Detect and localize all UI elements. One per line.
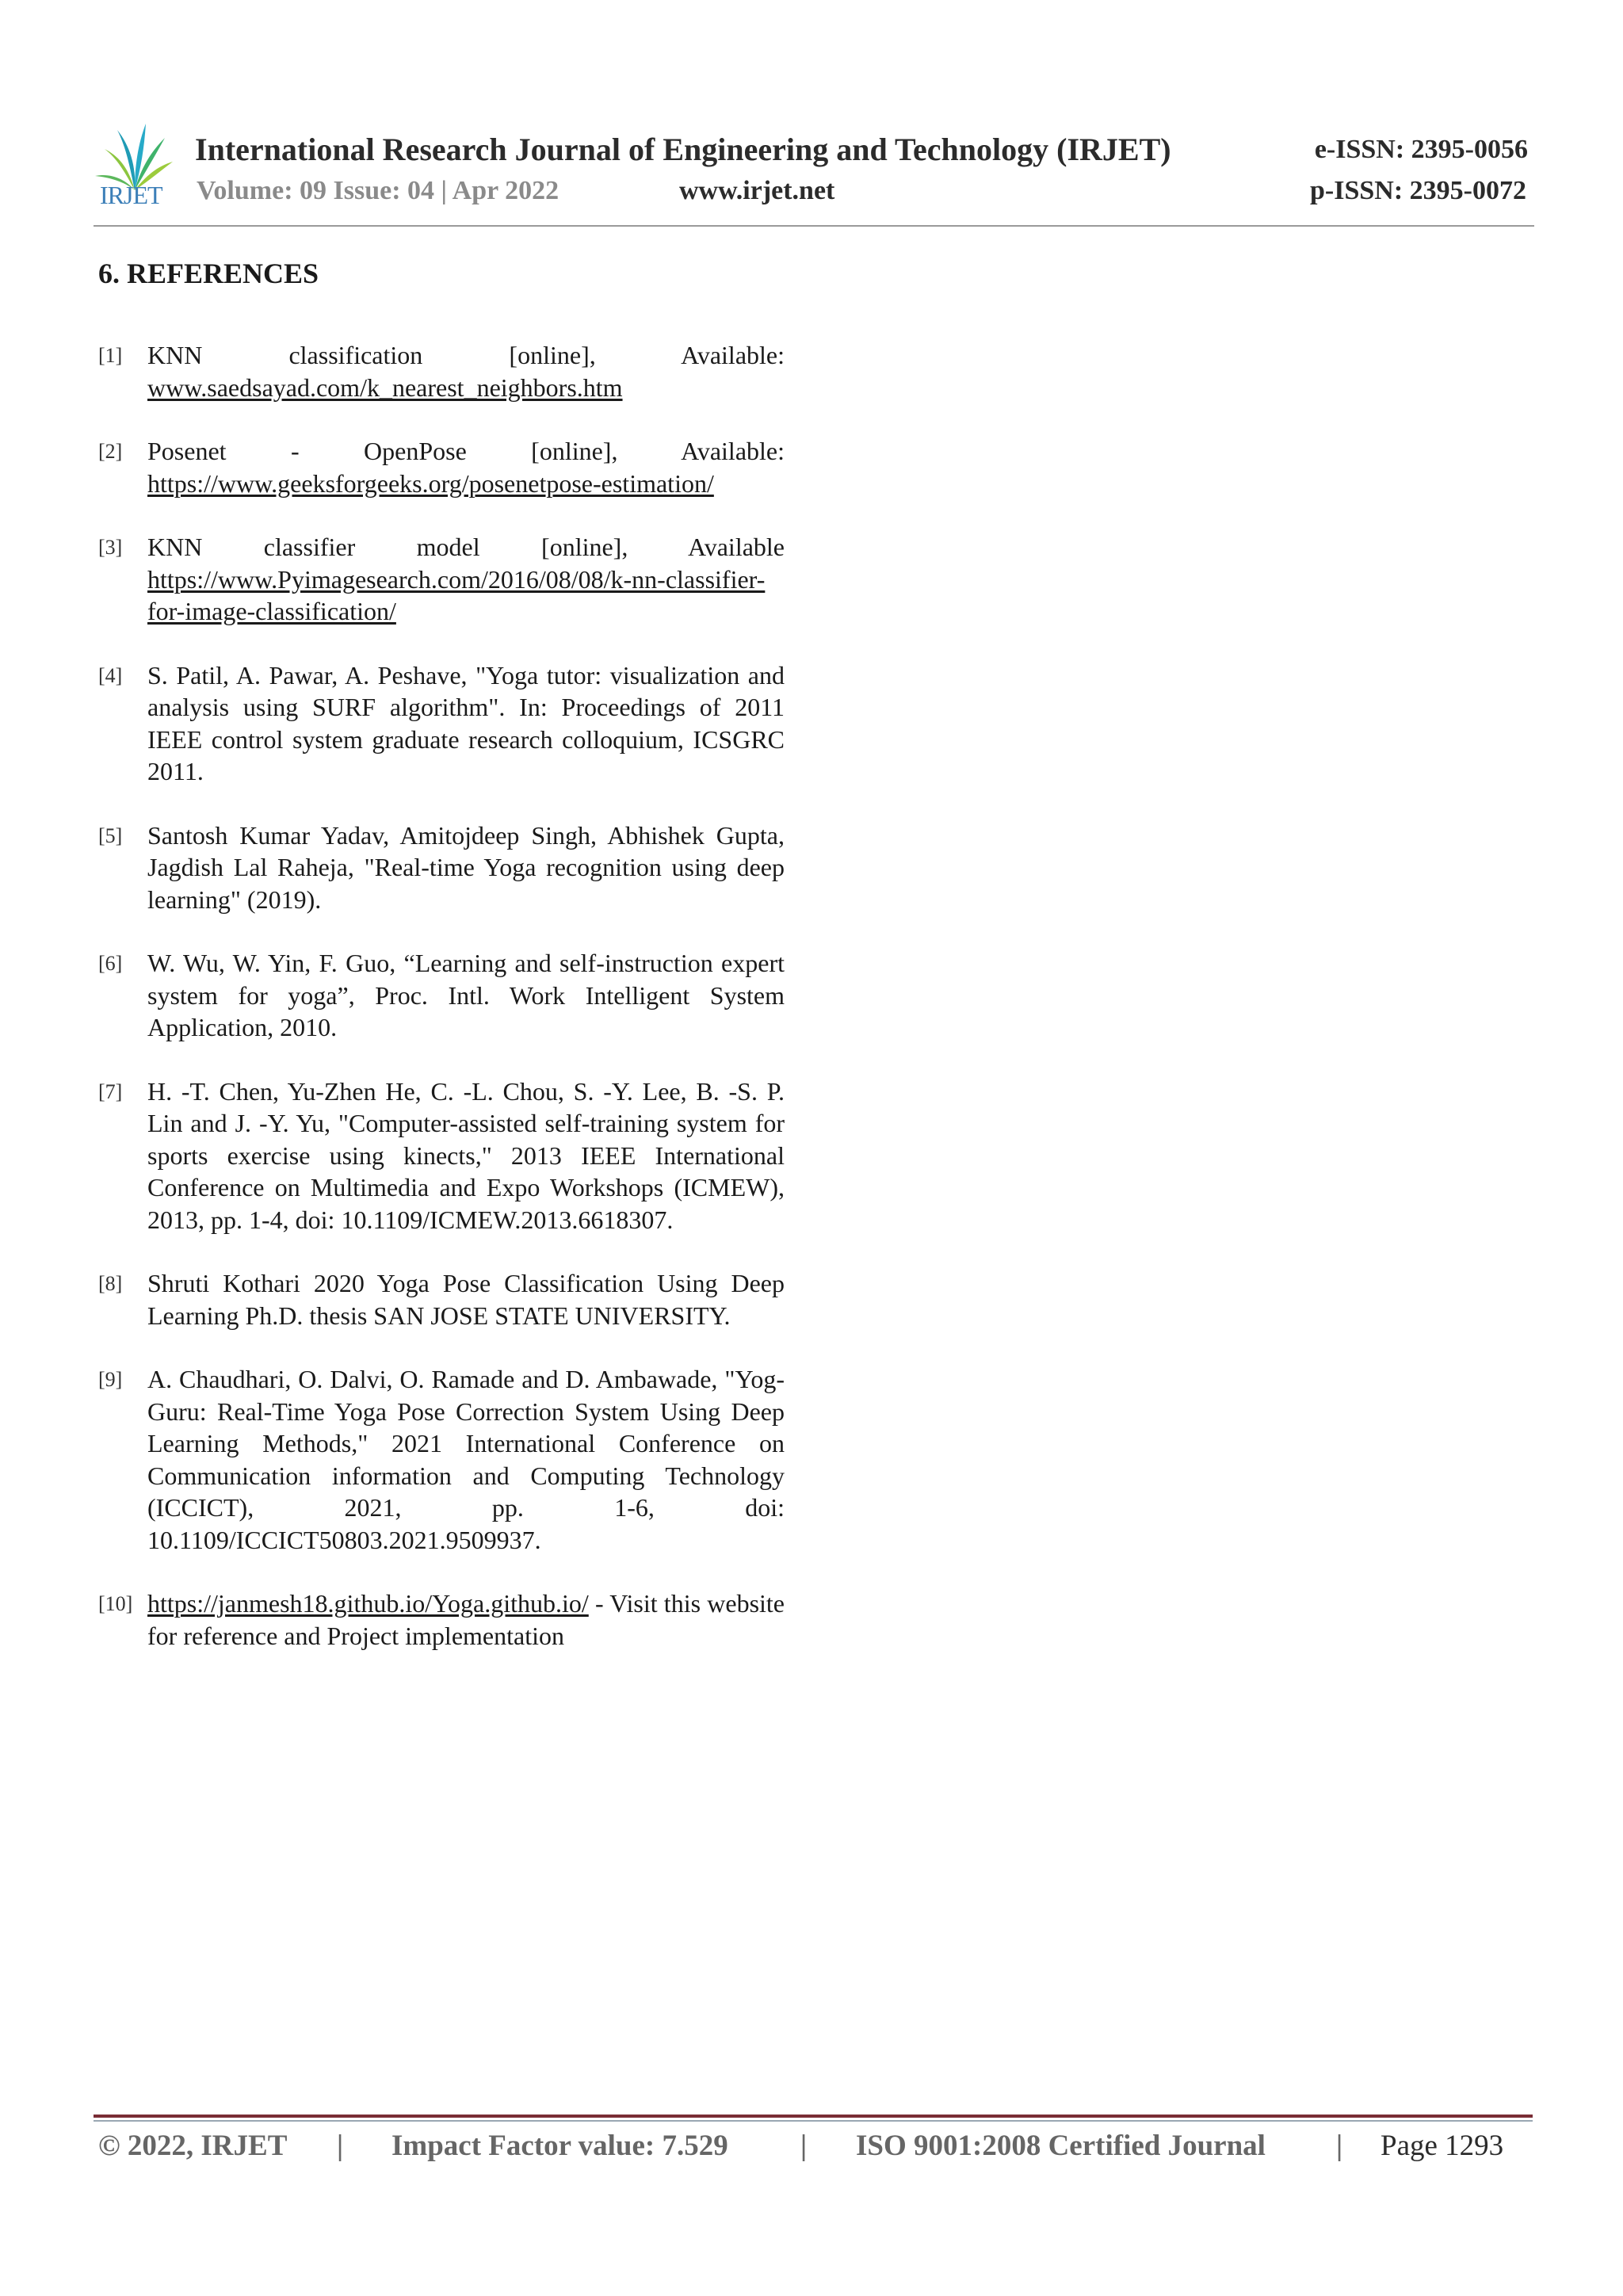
- footer-separator: |: [800, 2130, 808, 2162]
- reference-link[interactable]: https://www.Pyimagesearch.com/2016/08/08/k-nn-classifier-for-image-classification/: [147, 564, 766, 625]
- journal-website-link[interactable]: www.irjet.net: [679, 176, 835, 205]
- reference-link[interactable]: https://www.geeksforgeeks.org/posenetpose-estimation/: [147, 468, 714, 498]
- reference-text: S. Patil, A. Pawar, A. Peshave, "Yoga tutor: visualization and analysis using SURF algorithm". In: Proceedings of 2011 IEEE control system graduate research colloquium, ICSGRC 2011.: [147, 660, 785, 785]
- eissn: e-ISSN: 2395-0056: [1314, 135, 1528, 164]
- reference-item: [98, 947, 785, 1044]
- reference-number: [10]: [98, 1592, 133, 1615]
- page-number: Page 1293: [1381, 2130, 1504, 2162]
- footer-impact-factor: Impact Factor value: 7.529: [391, 2130, 728, 2162]
- footer-divider-secondary: [94, 2120, 1533, 2122]
- reference-number: [2]: [98, 440, 123, 463]
- journal-title: International Research Journal of Engineering and Technology (IRJET): [195, 132, 1171, 167]
- reference-item: [98, 1363, 785, 1556]
- reference-item: [98, 659, 785, 788]
- reference-link[interactable]: www.saedsayad.com/k_nearest_neighbors.htm: [147, 372, 623, 402]
- reference-list: [98, 339, 785, 1683]
- footer-separator: |: [337, 2130, 344, 2162]
- reference-number: [3]: [98, 536, 123, 559]
- reference-item: [98, 1267, 785, 1331]
- reference-text: Santosh Kumar Yadav, Amitojdeep Singh, Abhishek Gupta, Jagdish Lal Raheja, "Real-time Yoga recognition using deep learning" (2019).: [147, 820, 785, 914]
- reference-text: KNN classification [online], Available:: [147, 341, 785, 369]
- footer-separator: |: [1336, 2130, 1343, 2162]
- reference-text: Posenet - OpenPose [online], Available:: [147, 437, 785, 465]
- reference-item: [98, 435, 785, 499]
- reference-number: [4]: [98, 663, 123, 687]
- page-header: [0, 0, 1623, 238]
- reference-text: H. -T. Chen, Yu-Zhen He, C. -L. Chou, S. -Y. Lee, B. -S. P. Lin and J. -Y. Yu, "Computer-assisted self-training system for sports exercise using kinects," 2013 IEEE International Conference on Multimedia and Expo Workshops (ICMEW), 2013, pp. 1-4, doi: 10.1109/ICMEW.2013.6618307.: [147, 1076, 785, 1234]
- footer-copyright: © 2022, IRJET: [98, 2130, 288, 2162]
- volume-issue: Volume: 09 Issue: 04 | Apr 2022: [197, 176, 559, 205]
- reference-number: [6]: [98, 952, 123, 975]
- reference-item: [98, 1075, 785, 1236]
- reference-text: A. Chaudhari, O. Dalvi, O. Ramade and D. Ambawade, "Yog-Guru: Real-Time Yoga Pose Correction System Using Deep Learning Methods," 2021 International Conference on Communication information and Computing Technology (ICCICT), 2021, pp. 1-6, doi: 10.1109/ICCICT50803.2021.9509937.: [147, 1365, 785, 1554]
- reference-number: [5]: [98, 823, 123, 847]
- logo-wordmark: IRJET: [100, 181, 162, 209]
- section-heading: 6. REFERENCES: [98, 258, 319, 289]
- reference-text: KNN classifier model [online], Available: [147, 533, 785, 561]
- header-divider: [94, 225, 1534, 227]
- reference-number: [9]: [98, 1368, 123, 1391]
- reference-number: [7]: [98, 1079, 123, 1103]
- footer-iso-certification: ISO 9001:2008 Certified Journal: [856, 2130, 1266, 2162]
- reference-item: [98, 1587, 785, 1652]
- reference-text: - Visit this website for reference and Project implementation: [147, 1589, 785, 1650]
- reference-item: [98, 339, 785, 403]
- reference-item: [98, 531, 785, 628]
- reference-text: Shruti Kothari 2020 Yoga Pose Classification Using Deep Learning Ph.D. thesis SAN JOSE STATE UNIVERSITY.: [147, 1269, 785, 1330]
- pissn: p-ISSN: 2395-0072: [1310, 176, 1526, 205]
- reference-item: [98, 819, 785, 916]
- reference-number: [8]: [98, 1272, 123, 1295]
- reference-text: W. Wu, W. Yin, F. Guo, “Learning and self-instruction expert system for yoga”, Proc. Intl. Work Intelligent System Application, 2010.: [147, 949, 785, 1041]
- footer-divider: [94, 2115, 1533, 2118]
- reference-link[interactable]: https://janmesh18.github.io/Yoga.github.io/: [147, 1589, 589, 1618]
- reference-number: [1]: [98, 344, 123, 367]
